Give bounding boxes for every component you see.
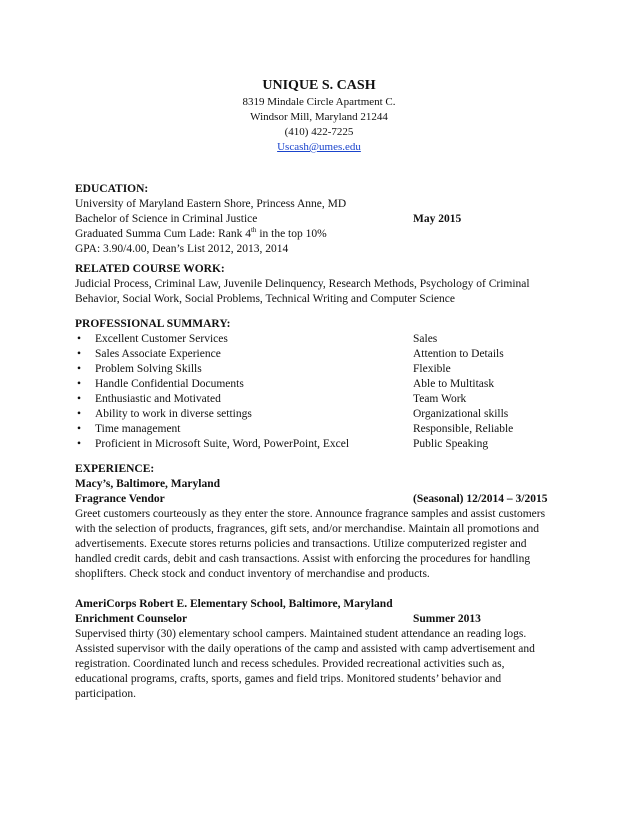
description-line: Greet customers courteously as they enter the store. Announce fragrance samples and assist customers — [75, 508, 546, 520]
job-title-line — [75, 492, 555, 507]
coursework-heading: RELATED COURSE WORK: — [75, 263, 225, 275]
school-name: University of Maryland Eastern Shore, Princess Anne, MD — [75, 198, 347, 210]
experience-entry-2 — [75, 597, 555, 702]
summary-skill-left: Problem Solving Skills — [95, 363, 202, 375]
experience-heading: EXPERIENCE: — [75, 463, 155, 475]
bullet-icon: • — [77, 408, 82, 420]
address-line-1: 8319 Mindale Circle Apartment C. — [242, 96, 396, 108]
description-line: registration. Coordinated lunch and recess schedules. Provided recreational activities such as, — [75, 658, 505, 670]
job-dates: Summer 2013 — [413, 613, 481, 625]
summary-skill-right: Public Speaking — [413, 438, 489, 450]
honors-text-end: in the top 10% — [256, 228, 327, 240]
job-title: Enrichment Counselor — [75, 613, 188, 625]
email-link[interactable]: Uscash@umes.edu — [277, 141, 361, 153]
summary-skill-left: Handle Confidential Documents — [95, 378, 244, 390]
gpa-line: GPA: 3.90/4.00, Dean’s List 2012, 2013, 2014 — [75, 243, 289, 255]
honors-line — [75, 227, 555, 242]
summary-row — [75, 422, 555, 437]
summary-skill-left: Sales Associate Experience — [95, 348, 221, 360]
description-line: educational programs, crafts, sports, games and field trips. Monitored students’ behavior and — [75, 673, 502, 685]
bullet-icon: • — [77, 378, 82, 390]
graduation-date: May 2015 — [413, 213, 462, 225]
summary-skill-right: Attention to Details — [413, 348, 504, 360]
bullet-icon: • — [77, 393, 82, 405]
summary-row — [75, 377, 555, 392]
resume-header — [0, 77, 638, 155]
bullet-icon: • — [77, 423, 82, 435]
description-line: shoplifters. Check stock and conduct inventory of merchandise and products. — [75, 568, 430, 580]
summary-section — [75, 317, 555, 452]
honors-text: Graduated Summa Cum Lade: Rank 4 — [75, 228, 251, 240]
degree-name: Bachelor of Science in Criminal Justice — [75, 213, 258, 225]
experience-section — [75, 462, 555, 582]
summary-skill-left: Proficient in Microsoft Suite, Word, PowerPoint, Excel — [95, 438, 350, 450]
school-line — [75, 197, 555, 212]
education-heading: EDUCATION: — [75, 183, 149, 195]
description-line: advertisements. Execute stores returns policies and transactions. Utilize computerized register and — [75, 538, 527, 550]
summary-skill-left: Enthusiastic and Motivated — [95, 393, 221, 405]
coursework-section — [75, 262, 555, 307]
summary-skill-left: Ability to work in diverse settings — [95, 408, 252, 420]
summary-skill-right: Responsible, Reliable — [413, 423, 514, 435]
phone-number: (410) 422-7225 — [284, 126, 354, 138]
summary-row — [75, 392, 555, 407]
description-line: participation. — [75, 688, 136, 700]
bullet-icon: • — [77, 333, 82, 345]
job-title-line — [75, 612, 555, 627]
degree-line — [75, 212, 555, 227]
job-employer: AmeriCorps Robert E. Elementary School, Baltimore, Maryland — [75, 598, 393, 610]
job-description — [75, 627, 555, 702]
summary-skill-left: Excellent Customer Services — [95, 333, 228, 345]
education-section — [75, 182, 555, 257]
summary-row — [75, 437, 555, 452]
summary-skill-right: Organizational skills — [413, 408, 509, 420]
address-line-2: Windsor Mill, Maryland 21244 — [250, 111, 388, 123]
description-line: handled credit cards, debit and cash transactions. Assist with enforcing the procedures for handling — [75, 553, 531, 565]
summary-skill-left: Time management — [95, 423, 181, 435]
summary-skill-right: Sales — [413, 333, 438, 345]
summary-heading: PROFESSIONAL SUMMARY: — [75, 318, 231, 330]
summary-row — [75, 407, 555, 422]
bullet-icon: • — [77, 438, 82, 450]
bullet-icon: • — [77, 348, 82, 360]
applicant-name: UNIQUE S. CASH — [262, 78, 376, 93]
summary-skill-right: Team Work — [413, 393, 467, 405]
summary-row — [75, 332, 555, 347]
summary-row — [75, 362, 555, 377]
description-line: with the selection of products, fragrances, gift sets, and/or merchandise. Maintain all promotions and — [75, 523, 540, 535]
bullet-icon: • — [77, 363, 82, 375]
coursework-line-1: Judicial Process, Criminal Law, Juvenile Delinquency, Research Methods, Psychology of Criminal — [75, 278, 530, 290]
job-description — [75, 507, 555, 582]
summary-skill-right: Flexible — [413, 363, 451, 375]
description-line: Assisted supervisor with the daily operations of the camp and assisted with camp advertisement and — [75, 643, 535, 655]
description-line: Supervised thirty (30) elementary school campers. Maintained student attendance an reading logs. — [75, 628, 527, 640]
job-dates: (Seasonal) 12/2014 – 3/2015 — [413, 493, 548, 505]
summary-row — [75, 347, 555, 362]
job-title: Fragrance Vendor — [75, 493, 165, 505]
job-employer: Macy’s, Baltimore, Maryland — [75, 478, 221, 490]
summary-skill-right: Able to Multitask — [413, 378, 495, 390]
honors-superscript: th — [250, 226, 257, 235]
coursework-line-2: Behavior, Social Work, Social Problems, Technical Writing and Computer Science — [75, 293, 455, 305]
